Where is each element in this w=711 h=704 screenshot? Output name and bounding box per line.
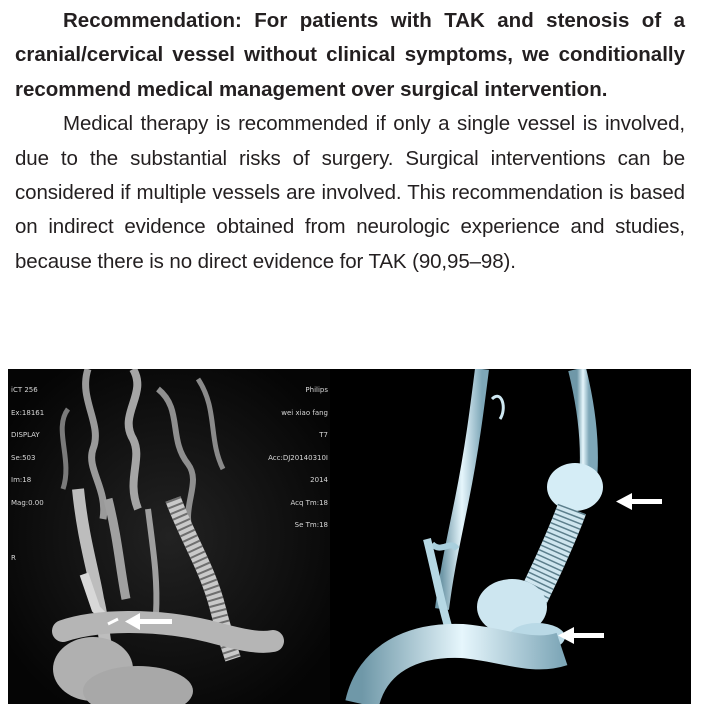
ct-angiography-panel bbox=[8, 369, 330, 704]
scan-info-top-right: Philips wei xiao fang T7 Acc:DJ20140310I 2014 Acq Tm:18 Se Tm:18 bbox=[268, 386, 328, 529]
orientation-marker: R bbox=[11, 554, 16, 562]
recommendation-paragraph: Recommendation: For patients with TAK and stenosis of a cranial/cervical vessel without clinical symptoms, we conditionally recommend medical management over surgical intervention. bbox=[15, 9, 685, 101]
3d-vessel-image bbox=[332, 369, 691, 704]
3d-reconstruction-panel bbox=[332, 369, 691, 704]
body-paragraph: Medical therapy is recommended if only a single vessel is involved, due to the substantial risks of surgery. Surgical interventions can be considered if multiple vessels are involved. This recommendation is based on indirect evidence obtained from neurologic experience and studies, because there is no direct evidence for TAK (90,95–98). bbox=[15, 112, 685, 273]
article-text bbox=[15, 4, 685, 279]
angiography-figure bbox=[8, 369, 691, 704]
scan-info-top-left: iCT 256 Ex:18161 DISPLAY Se:503 Im:18 Mag:0.00 bbox=[11, 386, 45, 507]
